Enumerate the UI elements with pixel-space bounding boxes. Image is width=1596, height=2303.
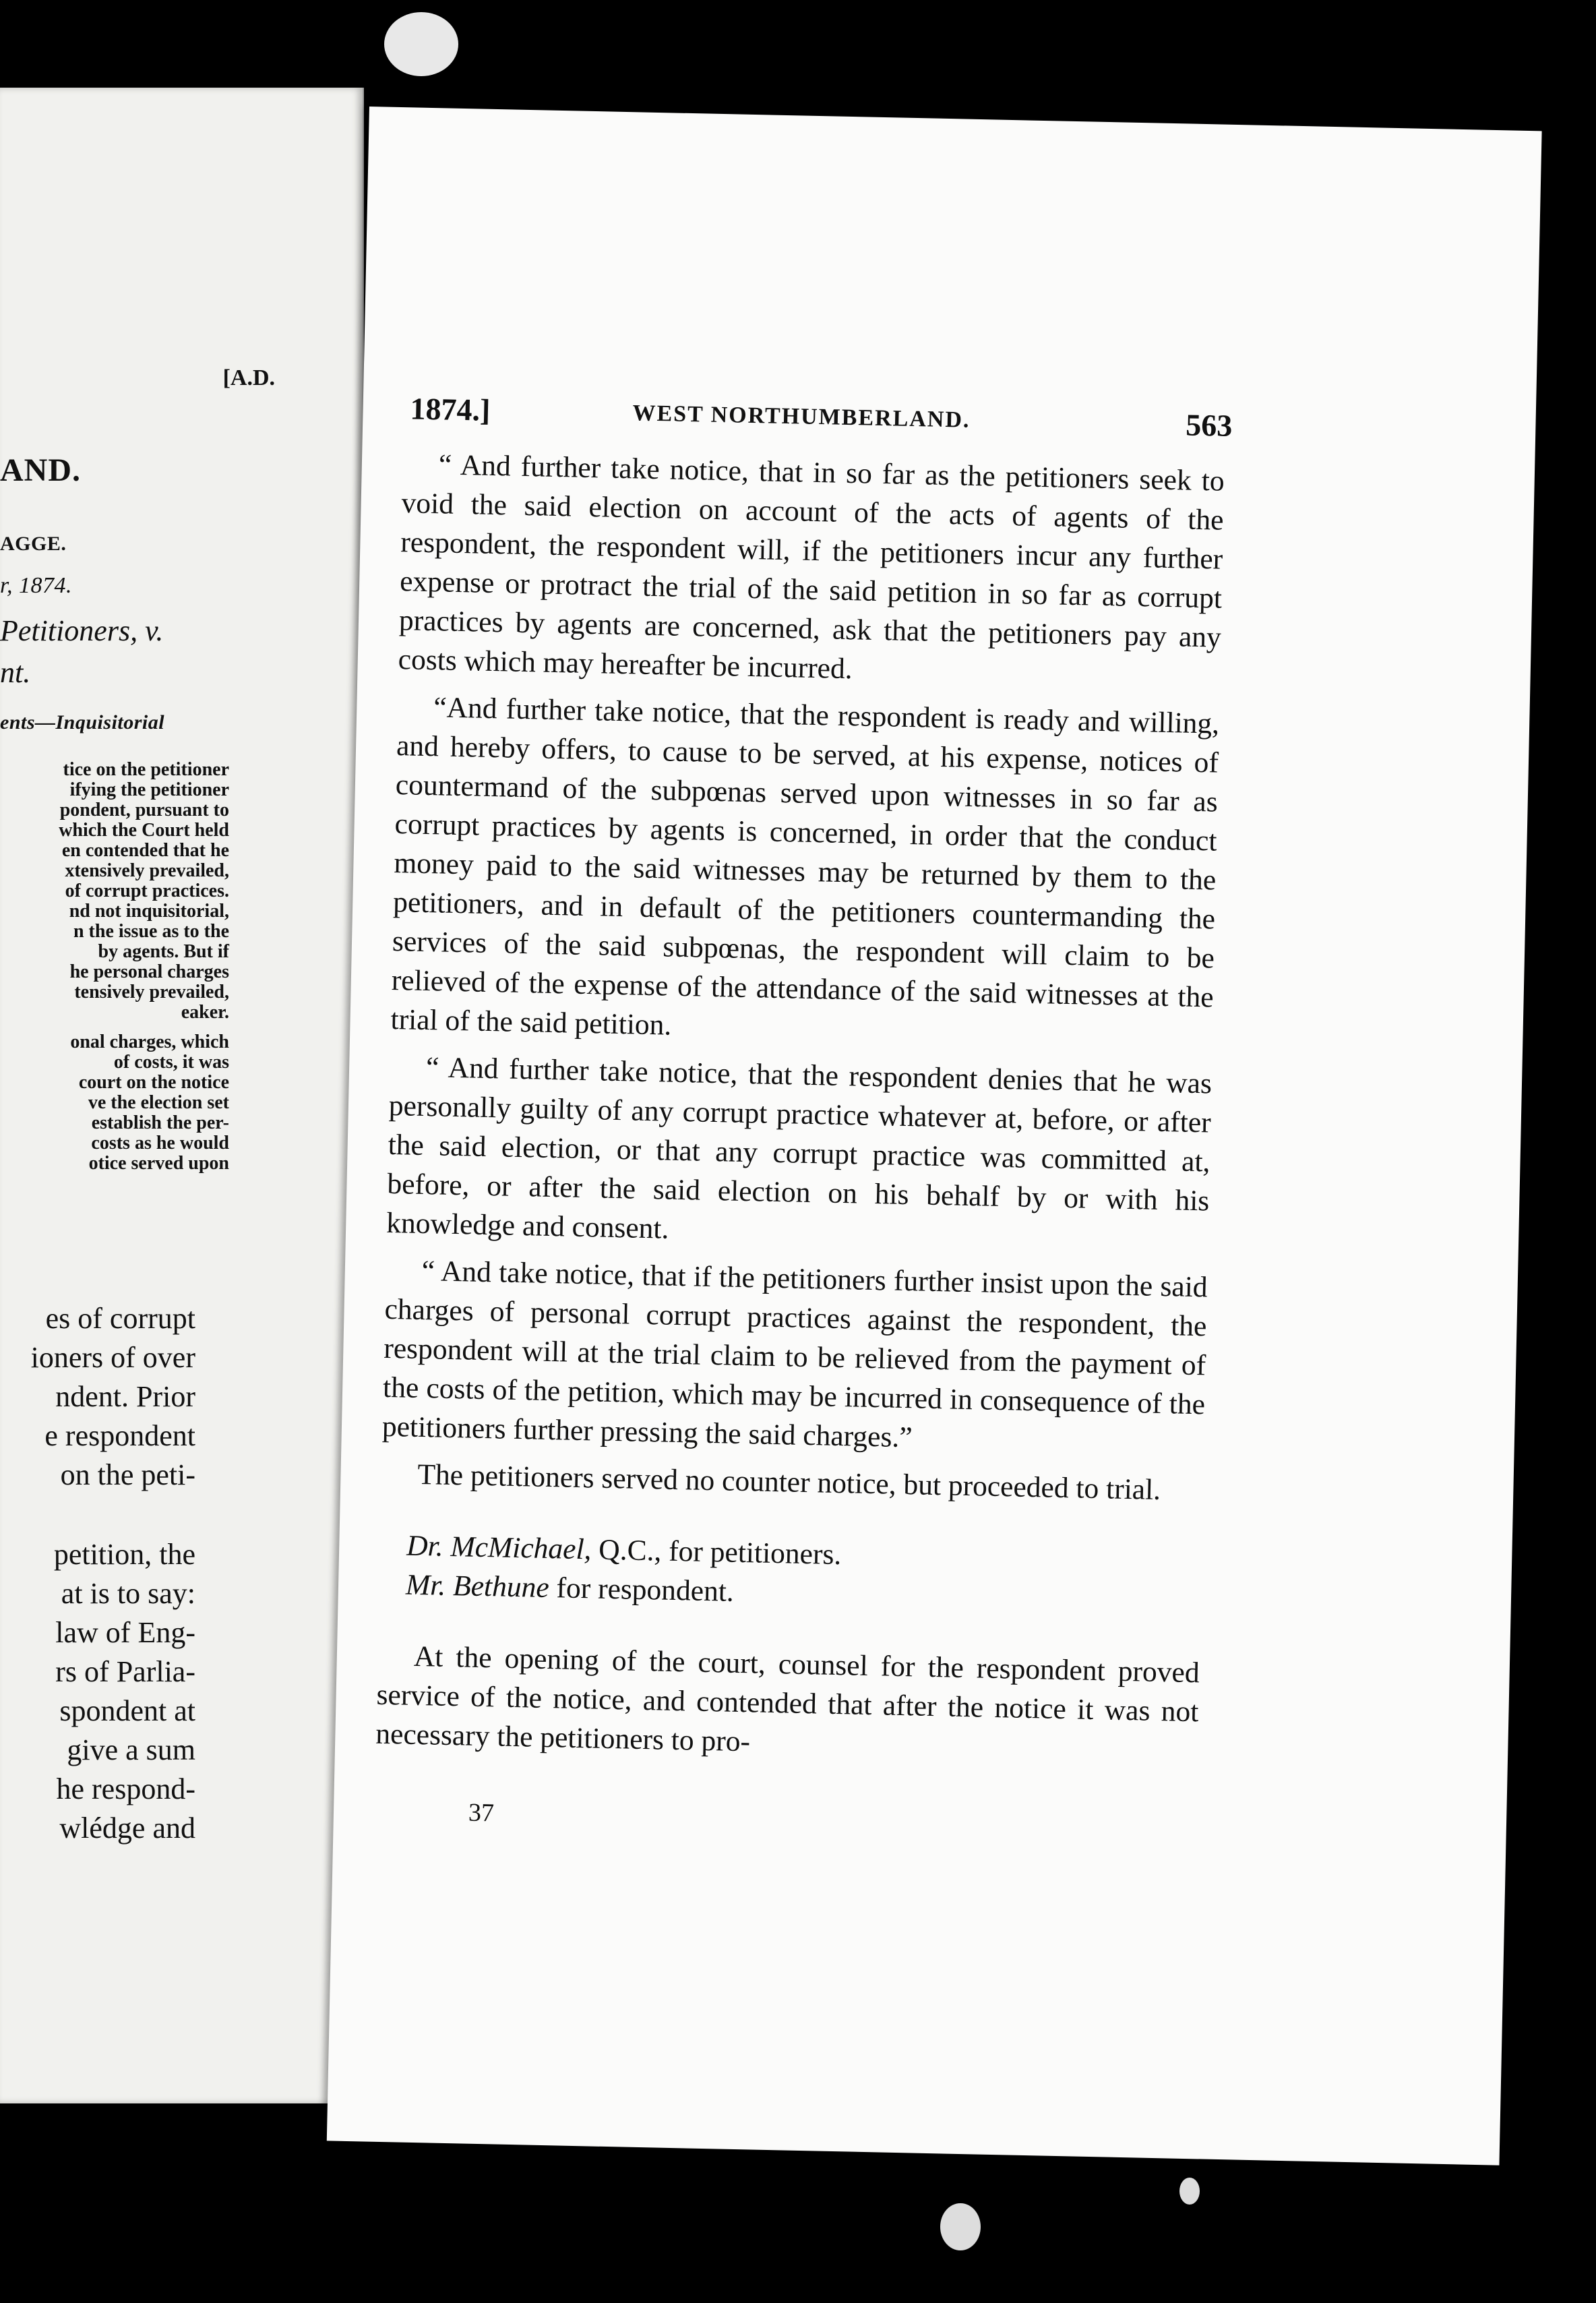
page-body bbox=[375, 444, 1225, 1778]
left-page-date: r, 1874. bbox=[0, 573, 72, 598]
body-line: rs of Parlia- bbox=[55, 1655, 195, 1688]
left-page-heading: AND. bbox=[0, 452, 81, 488]
sidenote-line: ve the election set bbox=[88, 1092, 229, 1113]
sidenote-line: tice on the petitioner bbox=[63, 759, 229, 780]
sidenote-line: eaker. bbox=[181, 1002, 229, 1023]
sidenote-line: nd not inquisitorial, bbox=[69, 901, 229, 922]
sidenote-line: court on the notice bbox=[78, 1072, 229, 1093]
signature-mark: 37 bbox=[468, 1798, 495, 1828]
body-line: es of corrupt bbox=[45, 1302, 195, 1335]
header-year: 1874.] bbox=[410, 391, 491, 427]
sidenote-line: costs as he would bbox=[91, 1133, 229, 1154]
left-page-names: AGGE. bbox=[0, 533, 67, 555]
body-line: at is to say: bbox=[61, 1577, 195, 1610]
body-line: spondent at bbox=[59, 1694, 195, 1727]
body-line: e respondent bbox=[44, 1419, 195, 1452]
sidenote-line: onal charges, which bbox=[70, 1031, 229, 1052]
sidenote-line: of corrupt practices. bbox=[65, 880, 229, 901]
sidenote-line: otice served upon bbox=[88, 1153, 229, 1174]
sidenote-line: xtensively prevailed, bbox=[65, 860, 229, 881]
paragraph-2: “And further take notice, that the respondent is ready and willing, and hereby offers, to cause to be served, at his expense, notices of countermand of the subpœnas served upon witnesses in so far as corrupt practices by agents is concerned, in order that the conduct money paid to the said witnesses may be returned by them to the petitioners, and in default of the petitioners countermanding the services of the said subpœnas, the respondent will claim to be relieved of the expense of the attendance of the said witnesses at the trial of the said petition. bbox=[390, 691, 1220, 1042]
counsel-name: Mr. Bethune bbox=[405, 1568, 550, 1605]
left-page-subject: ents—Inquisitorial bbox=[0, 711, 165, 734]
running-header bbox=[410, 390, 1233, 448]
sidenote-line: establish the per- bbox=[91, 1112, 229, 1133]
counsel-name: Dr. McMichael, bbox=[406, 1529, 592, 1566]
sidenote-line: by agents. But if bbox=[98, 941, 229, 962]
body-line: he respond- bbox=[56, 1772, 195, 1805]
scan-artifact bbox=[1179, 2178, 1200, 2205]
body-line: ioners of over bbox=[30, 1341, 195, 1374]
closing-paragraph: At the opening of the court, counsel for the respondent proved service of the notice, and contended that after the notice it was not necessary the petitioners to pro- bbox=[375, 1640, 1200, 1758]
sidenote-line: ifying the petitioner bbox=[69, 779, 229, 800]
sidenote-line: he personal charges bbox=[69, 961, 229, 982]
sidenote-line: tensively prevailed, bbox=[74, 982, 229, 1003]
left-page-parties-1: Petitioners, v. bbox=[0, 614, 164, 647]
body-line: petition, the bbox=[53, 1538, 195, 1571]
body-line: law of Eng- bbox=[55, 1616, 195, 1649]
left-page-bracket: [A.D. bbox=[222, 365, 275, 390]
left-page bbox=[0, 88, 364, 2103]
scan-artifact bbox=[384, 12, 458, 76]
sidenote-line: which the Court held bbox=[59, 820, 229, 841]
right-page bbox=[327, 107, 1542, 2165]
body-line: on the peti- bbox=[60, 1458, 195, 1491]
scan-artifact bbox=[940, 2203, 981, 2250]
sidenote-line: pondent, pursuant to bbox=[59, 800, 229, 820]
counsel-role: Q.C., for petitioners. bbox=[590, 1533, 842, 1572]
paragraph-5: The petitioners served no counter notice, but proceeded to trial. bbox=[417, 1458, 1161, 1507]
paragraph-1: “ And further take notice, that in so far as the petitioners seek to void the said election on account of the acts of agents of the respondent, the respondent will, if the petitioners incur any further expense or protract the trial of the said petition in so far as corrupt practices by agents are concerned, ask that the petitioners pay any costs which may hereafter be incurred. bbox=[398, 448, 1225, 686]
sidenote-line: n the issue as to the bbox=[73, 921, 229, 942]
sidenote-line: of costs, it was bbox=[113, 1052, 229, 1073]
sidenote-line: en contended that he bbox=[61, 840, 229, 861]
paragraph-3: “ And further take notice, that the respondent denies that he was personally guilty of any corrupt practice whatever at, before, or after the said election, or that any corrupt practice was committed at, before, or after the said election on his behalf by or with his knowledge and consent. bbox=[386, 1051, 1213, 1245]
running-title: WEST NORTHUMBERLAND. bbox=[632, 400, 971, 433]
page-number: 563 bbox=[1185, 407, 1233, 443]
paragraph-4: “ And take notice, that if the petitioners further insist upon the said charges of personal corrupt practices against the respondent, the respondent will at the trial claim to be relieved from the payment of the costs of the petition, which may be incurred in consequence of the petitioners further pressing the said charges.” bbox=[381, 1255, 1208, 1454]
counsel-role: for respondent. bbox=[549, 1572, 735, 1608]
body-line: ndent. Prior bbox=[55, 1380, 195, 1413]
left-page-parties-2: nt. bbox=[0, 656, 31, 689]
body-line: wlédge and bbox=[59, 1812, 195, 1845]
body-line: give a sum bbox=[67, 1733, 195, 1766]
